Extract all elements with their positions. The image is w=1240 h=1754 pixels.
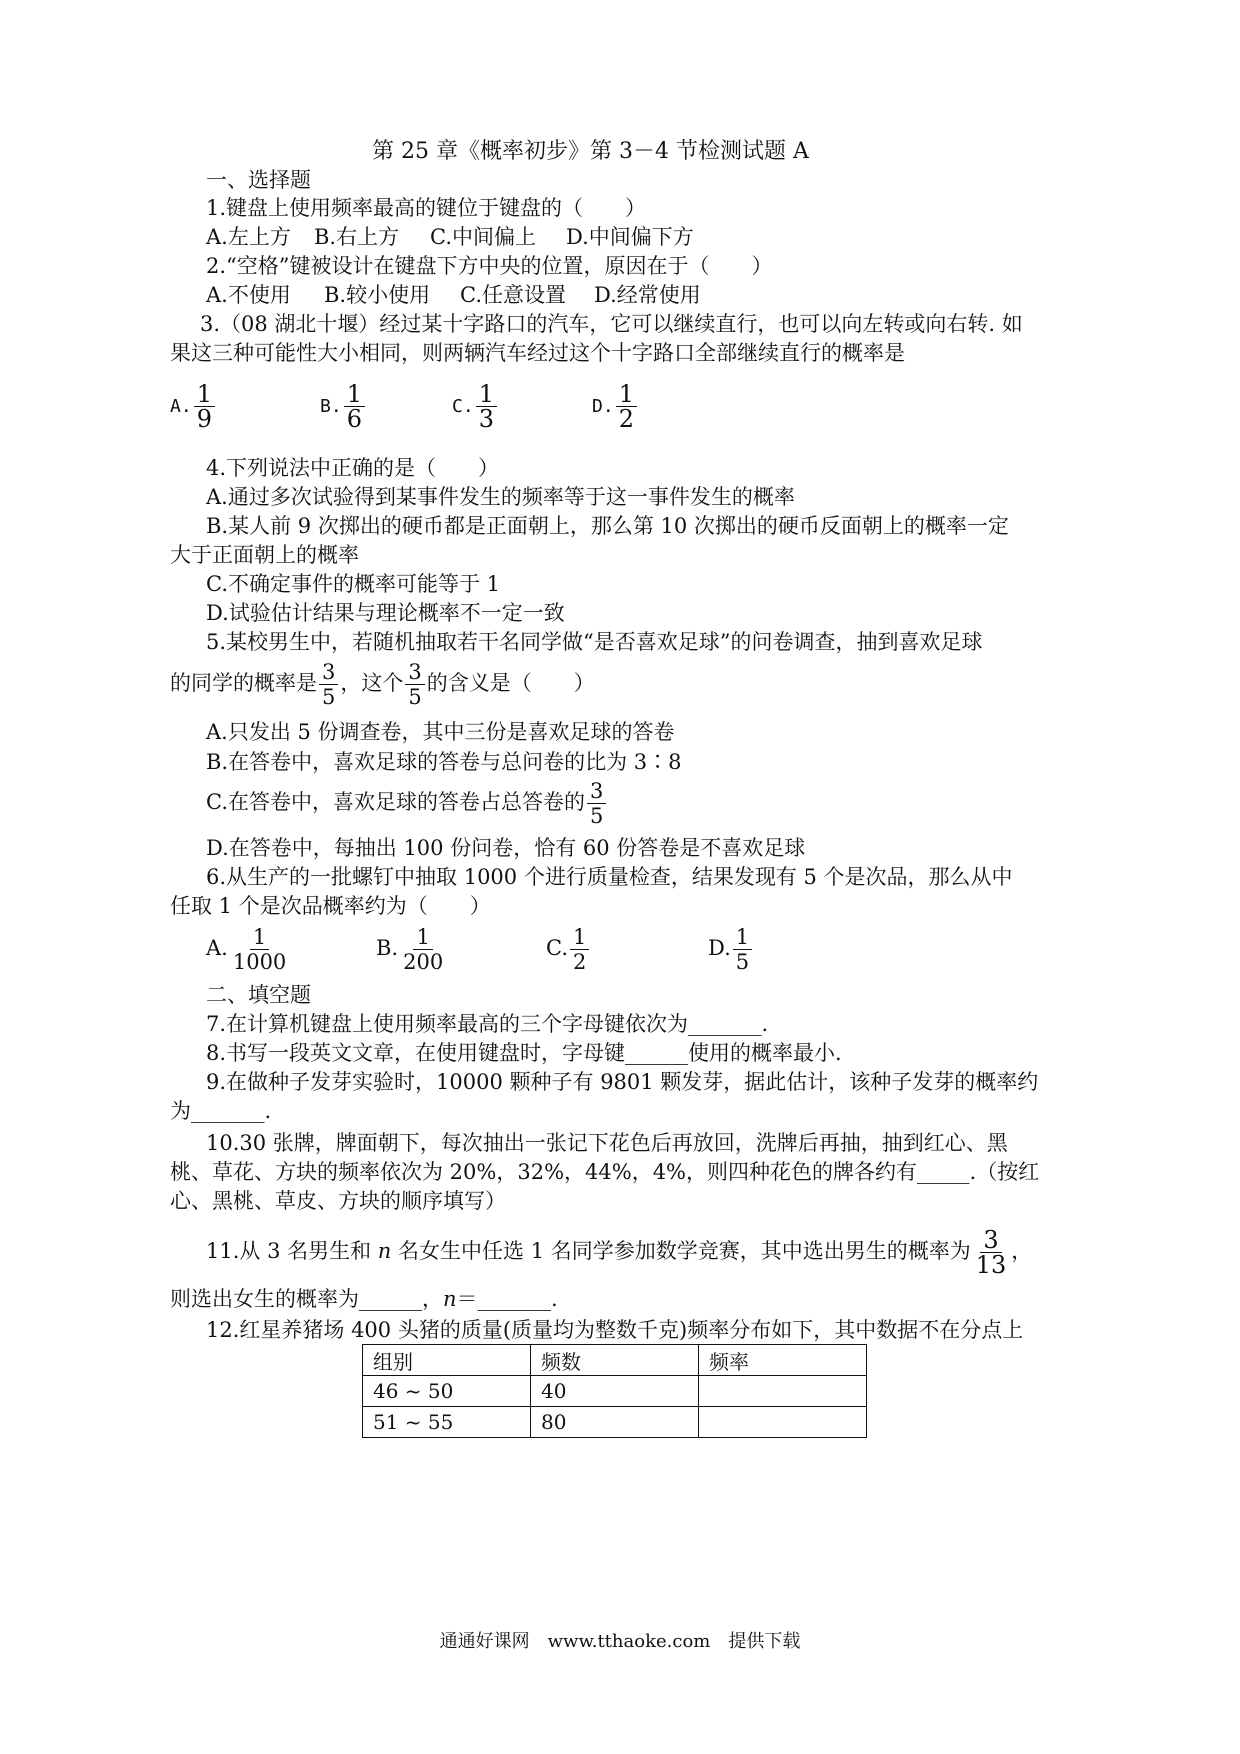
q3-option-c: C. $\frac{1}{3}$ xyxy=(452,382,592,431)
table-row xyxy=(363,1407,867,1438)
q1-stem: 1.键盘上使用频率最高的键位于键盘的（ ） xyxy=(206,196,647,220)
q9-line1: 9.在做种子发芽实验时，10000 颗种子有 9801 颗发芽，据此估计，该种子发芽的概率约 xyxy=(206,1070,1039,1094)
q1-option-a: A.左上方 xyxy=(206,225,291,249)
table-header-cell: 组别 xyxy=(363,1345,531,1376)
q5-line1: 5.某校男生中，若随机抽取若干名同学做“是否喜欢足球”的问卷调查，抽到喜欢足球 xyxy=(206,630,983,654)
q6-option-c: C. $\frac{1}{2}$ xyxy=(546,925,708,974)
q3-option-d: D. $\frac{1}{2}$ xyxy=(592,382,639,431)
q5-option-a: A.只发出 5 份调查卷，其中三份是喜欢足球的答卷 xyxy=(206,720,675,744)
q2-option-a: A.不使用 xyxy=(206,283,291,307)
q12-stem: 12.红星养猪场 400 头猪的质量(质量均为整数千克)频率分布如下，其中数据不在分点上 xyxy=(206,1318,1024,1342)
q5-option-d: D.在答卷中，每抽出 100 份问卷，恰有 60 份答卷是不喜欢足球 xyxy=(206,836,806,860)
q3-options xyxy=(170,382,639,452)
q5-option-b: B.在答卷中，喜欢足球的答卷与总问卷的比为 3∶8 xyxy=(206,750,682,774)
table-header-row xyxy=(363,1345,867,1376)
q10-line2: 桃、草花、方块的频率依次为 20%，32%，44%，4%，则四种花色的牌各约有_____.（按红 xyxy=(170,1160,1040,1184)
table-cell: 40 xyxy=(531,1376,699,1407)
q1-option-c: C.中间偏上 xyxy=(430,225,536,249)
q10-line1: 10.30 张牌，牌面朝下，每次抽出一张记下花色后再放回，洗牌后再抽，抽到红心、黑 xyxy=(206,1131,1008,1155)
q2-stem: 2.“空格”键被设计在键盘下方中央的位置，原因在于（ ） xyxy=(206,254,773,278)
q6-options xyxy=(206,925,754,981)
section-heading-choice: 一、选择题 xyxy=(206,168,311,192)
q6-option-b: B. $\frac{1}{200}$ xyxy=(376,925,444,974)
table-cell: 46 ~ 50 xyxy=(363,1376,531,1407)
table-header-cell: 频率 xyxy=(699,1345,867,1376)
table-header-cell: 频数 xyxy=(531,1345,699,1376)
table-cell: 80 xyxy=(531,1407,699,1438)
q3-line2: 果这三种可能性大小相同，则两辆汽车经过这个十字路口全部继续直行的概率是 xyxy=(170,341,905,365)
q4-stem: 4.下列说法中正确的是（ ） xyxy=(206,456,500,480)
q2-options xyxy=(206,281,701,309)
q5-fraction-2: $\frac{3}{5}$ xyxy=(405,660,424,709)
q6-line2: 任取 1 个是次品概率约为（ ） xyxy=(170,894,491,918)
q7: 7.在计算机键盘上使用频率最高的三个字母键依次为_______. xyxy=(206,1012,769,1036)
q11-fraction: $\frac{3}{13}$ xyxy=(975,1226,1007,1279)
q1-options xyxy=(206,223,694,251)
q2-option-d: D.经常使用 xyxy=(594,283,701,307)
q5-line2: 的同学的概率是 $\frac{3}{5}$ ，这个 $\frac{3}{5}$ 的含义是（ ） xyxy=(170,660,595,709)
q5-option-c: C.在答卷中，喜欢足球的答卷占总答卷的 $\frac{3}{5}$ xyxy=(206,779,608,828)
q11-variable-n: n xyxy=(377,1239,392,1263)
q5-option-c-fraction: $\frac{3}{5}$ xyxy=(587,779,606,828)
table-cell xyxy=(699,1407,867,1438)
q3-option-b: B. $\frac{1}{6}$ xyxy=(320,382,452,431)
q2-option-b: B.较小使用 xyxy=(324,283,431,307)
table-row xyxy=(363,1376,867,1407)
q4-option-b-line2: 大于正面朝上的概率 xyxy=(170,543,359,567)
section-heading-fill: 二、填空题 xyxy=(206,983,311,1007)
q2-option-c: C.任意设置 xyxy=(460,283,566,307)
table-cell xyxy=(699,1376,867,1407)
q10-line3: 心、黑桃、草皮、方块的顺序填写） xyxy=(170,1189,506,1213)
q11-line2: 则选出女生的概率为______，n＝_______. xyxy=(170,1287,558,1311)
q1-option-b: B.右上方 xyxy=(314,225,400,249)
q3-line1: 3.（08 湖北十堰）经过某十字路口的汽车，它可以继续直行，也可以向左转或向右转. 如 xyxy=(200,312,1023,336)
q6-option-a: A. $\frac{1}{1000}$ xyxy=(206,925,287,974)
page-title: 第 25 章《概率初步》第 3－4 节检测试题 A xyxy=(372,139,809,164)
q8: 8.书写一段英文文章，在使用键盘时，字母键______使用的概率最小. xyxy=(206,1041,842,1065)
q4-option-c: C.不确定事件的概率可能等于 1 xyxy=(206,572,501,596)
frequency-table xyxy=(362,1344,867,1438)
q4-option-d: D.试验估计结果与理论概率不一定一致 xyxy=(206,601,565,625)
q1-option-d: D.中间偏下方 xyxy=(566,225,694,249)
q4-option-b-line1: B.某人前 9 次掷出的硬币都是正面朝上，那么第 10 次掷出的硬币反面朝上的概率一定 xyxy=(206,514,1009,538)
q5-fraction: $\frac{3}{5}$ xyxy=(319,660,338,709)
q4-option-a: A.通过多次试验得到某事件发生的频率等于这一事件发生的概率 xyxy=(206,485,795,509)
q6-line1: 6.从生产的一批螺钉中抽取 1000 个进行质量检查，结果发现有 5 个是次品，那么从中 xyxy=(206,865,1013,889)
q11-line1: 11.从 3 名男生和 n 名女生中任选 1 名同学参加数学竞赛，其中选出男生的概率为 $\frac{3}{13}$ ， xyxy=(206,1226,1033,1279)
q6-option-d: D. $\frac{1}{5}$ xyxy=(708,925,754,974)
q3-option-a: A. $\frac{1}{9}$ xyxy=(170,382,320,431)
table-cell: 51 ~ 55 xyxy=(363,1407,531,1438)
page-footer: 通通好课网 www.tthaoke.com 提供下载 xyxy=(439,1631,801,1652)
q9-line2: 为_______. xyxy=(170,1099,272,1123)
